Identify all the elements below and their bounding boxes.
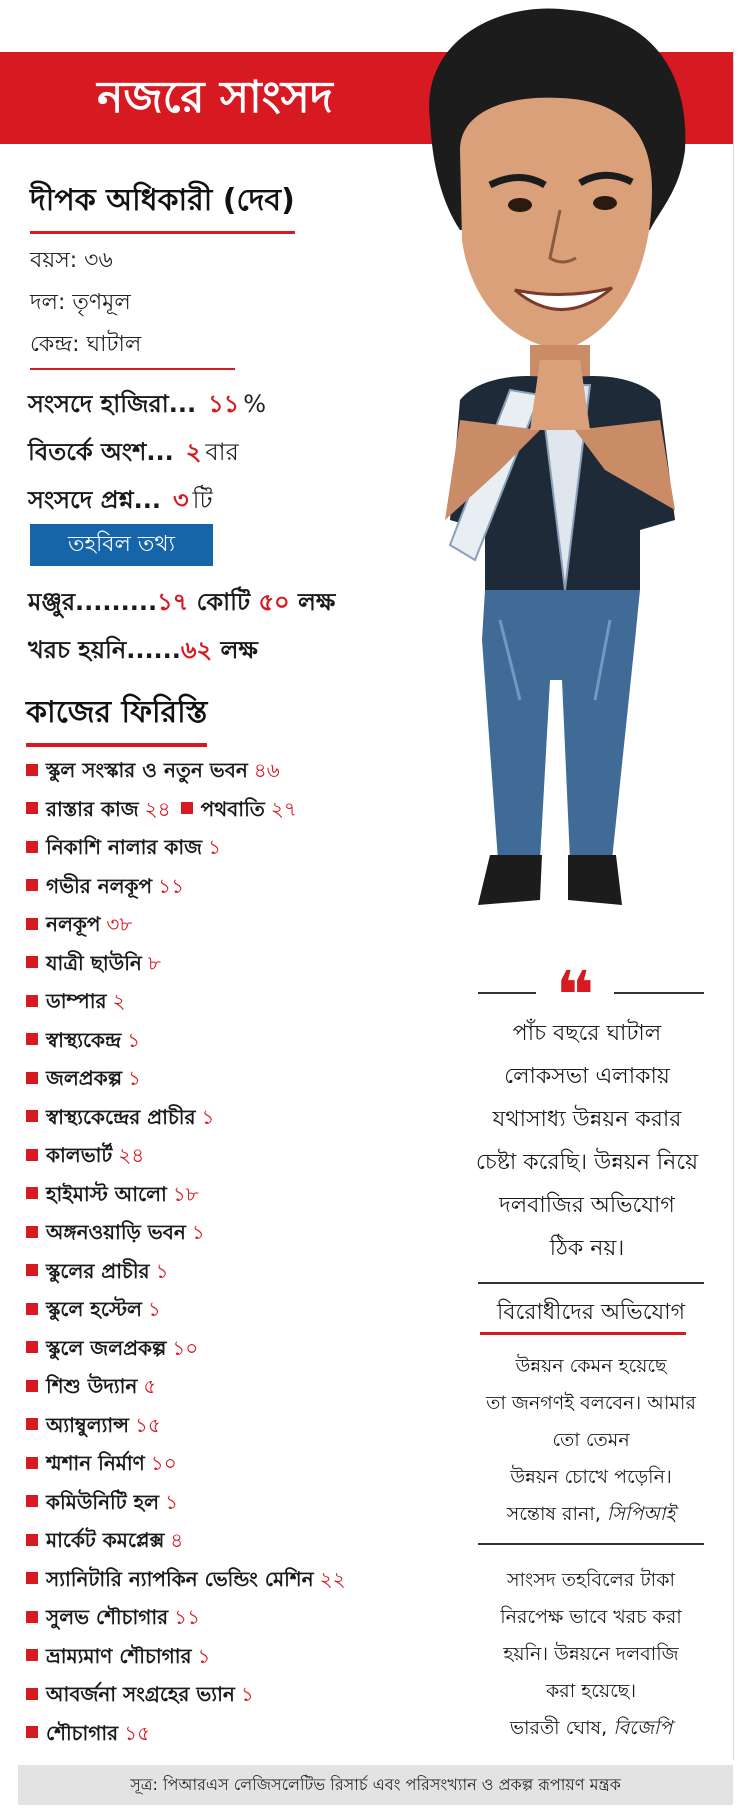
work-count: ৩৮ [106,912,133,936]
work-count: ৪ [170,1528,184,1552]
work-label: ডাম্পার [46,989,107,1013]
bullet-square-icon [26,1380,38,1392]
work-label: স্বাস্থ্যকেন্দ্রের প্রাচীর [46,1104,196,1129]
work-label: শিশু উদ্যান [46,1374,138,1398]
work-label: সুলভ শৌচাগার [46,1605,169,1629]
work-label: স্কুল সংস্কার ও নতুন ভবন [46,758,248,782]
work-item [26,1059,346,1098]
bullet-square-icon [26,802,38,814]
work-item [26,828,346,867]
work-count: ২৪ [144,796,171,821]
work-item [26,1098,346,1137]
stat-value: ১১ [208,390,240,418]
work-item [26,1444,346,1483]
comment-line: উন্নয়ন কেমন হয়েছে [515,1355,667,1377]
work-label: স্কুলে জলপ্রকল্প [46,1335,167,1360]
work-count: ১ [165,1489,179,1514]
fund-unspent-lakh: ৬২ [180,636,213,664]
bullet-square-icon [26,1726,38,1738]
work-label: ভ্রাম্যমাণ শৌচাগার [46,1643,192,1668]
work-count: ১ [155,1258,169,1283]
work-count: ২ [112,989,126,1013]
work-item [26,1367,346,1406]
bullet-square-icon [26,841,38,853]
bullet-square-icon [26,956,38,968]
bullet-square-icon [26,995,38,1007]
stat-label: বিতর্কে অংশ... [28,438,174,466]
work-count: ১ [201,1104,215,1129]
work-item [26,1213,346,1252]
mp-name: দীপক অধিকারী (দেব) [30,176,295,234]
work-item [26,1560,346,1599]
bullet-square-icon [26,1033,38,1045]
fund-unspent [28,626,335,674]
bullet-square-icon [26,1187,38,1199]
commenter-party: বিজেপি [613,1717,673,1739]
work-count: ১ [147,1297,161,1321]
work-count: ৪৬ [253,758,280,782]
comment-attribution [462,1710,720,1747]
work-label: শ্মশান নির্মাণ [46,1451,145,1475]
work-item [26,1175,346,1214]
quote-rule-left [478,992,536,994]
bullet-square-icon [26,1341,38,1353]
fund-sanctioned [28,578,335,626]
facts-divider [30,368,235,370]
work-label: গভীর নলকূপ [46,873,153,898]
commenter-name: ভারতী ঘোষ, [509,1717,608,1739]
work-label: স্বাস্থ্যকেন্দ্র [46,1027,122,1052]
banner-title: নজরে সাংসদ [97,72,333,123]
work-item [26,1329,346,1368]
work-item [26,1252,346,1291]
opposition-comment-1 [462,1348,720,1533]
comment-line: তা জনগণই বলবেন। আমার [486,1392,696,1414]
work-count: ১১ [158,873,185,898]
source-footer: সূত্র: পিআরএস লেজিসলেটিভ রিসার্চ এবং পরিসংখ্যান ও প্রকল্প রূপায়ণ মন্ত্রক [18,1765,733,1805]
work-count: ২৭ [270,796,297,821]
fund-lakh-unit: লক্ষ [297,588,336,616]
mp-quote [462,1012,712,1270]
fund-crore-unit: কোটি [196,588,251,616]
stat-attendance [28,380,266,428]
fact-constituency: কেন্দ্র: ঘাটাল [30,332,142,357]
work-item [26,1406,346,1445]
bullet-square-icon [26,1688,38,1700]
fund-unspent-unit: লক্ষ [220,636,258,664]
commenter-party: সিপিআই [606,1503,676,1525]
quote-line: ঠিক নয়। [549,1236,625,1261]
quote-line: পাঁচ বছরে ঘাটাল [512,1021,662,1046]
work-item [26,1598,346,1637]
work-label: পথবাতি [200,796,265,821]
work-count: ১৫ [134,1412,161,1437]
opposition-title-underline [480,1332,686,1335]
work-item [26,790,346,829]
work-count: ১১ [174,1605,201,1629]
work-count: ১ [127,1027,141,1052]
comment-line: করা হয়েছে। [545,1680,637,1702]
stat-value: ৩ [173,486,189,514]
quote-line: লোকসভা এলাকায় [504,1064,670,1089]
work-item [26,1290,346,1329]
work-count: ১ [128,1066,141,1090]
work-label: যাত্রী ছাউনি [46,950,142,975]
comment-line: তো তেমন [552,1429,630,1451]
fact-party: দল: তৃণমূল [30,290,131,315]
section-divider [478,1282,704,1284]
work-count: ১ [197,1643,211,1668]
work-label: মার্কেট কমপ্লেক্স [46,1528,165,1552]
fund-info [28,578,335,674]
work-label: স্যানিটারি ন্যাপকিন ভেন্ডিং মেশিন [46,1566,314,1591]
comment-line: উন্নয়ন চোখে পড়েনি। [510,1466,672,1488]
bullet-square-icon [26,1611,38,1623]
work-label: শৌচাগার [46,1720,119,1745]
work-item [26,1714,346,1753]
quote-line: চেষ্টা করেছি। উন্নয়ন নিয়ে [475,1150,699,1175]
mp-caricature-illustration [390,0,710,960]
parliament-stats [28,380,266,524]
work-label: স্কুলের প্রাচীর [46,1258,150,1283]
work-label: স্কুলে হস্টেল [46,1297,142,1321]
opposition-title: বিরোধীদের অভিযোগ [496,1300,686,1325]
work-item [26,1675,346,1714]
work-label: নিকাশি নালার কাজ [46,835,203,859]
work-label: নলকূপ [46,912,101,936]
bullet-square-icon [26,764,38,776]
work-count: ১০ [172,1335,199,1360]
quote-line: দলবাজির অভিযোগ [499,1193,675,1218]
bullet-square-icon [26,1457,38,1469]
stat-debates [28,428,266,476]
stat-unit: টি [192,486,213,514]
bullet-square-icon [26,1110,38,1122]
work-item [26,905,346,944]
work-item [26,1136,346,1175]
bullet-square-icon [26,879,38,891]
work-label: হাইমাস্ট আলো [46,1181,167,1206]
comment-line: হয়নি। উন্নয়নে দলবাজি [503,1643,679,1665]
bullet-square-icon [181,802,193,814]
page-right-rule [733,50,734,1760]
bullet-square-icon [26,1534,38,1546]
work-item [26,982,346,1021]
work-count: ১৮ [172,1181,199,1206]
quote-line: যথাসাধ্য উন্নয়ন করার [492,1107,682,1132]
work-label: অ্যাম্বুল্যান্স [46,1412,129,1437]
work-item [26,751,346,790]
work-count: ৫ [143,1374,157,1398]
bullet-square-icon [26,1649,38,1661]
stat-label: সংসদে প্রশ্ন... [28,486,162,514]
work-item [26,1483,346,1522]
comment-attribution [462,1496,720,1533]
stat-value: ২ [185,438,202,466]
fund-sanctioned-lakh: ৫০ [258,588,290,616]
work-item [26,867,346,906]
bullet-square-icon [26,1226,38,1238]
section-divider [478,1543,704,1545]
stat-questions [28,476,266,524]
work-count: ১ [191,1220,205,1244]
stat-label: সংসদে হাজিরা... [28,390,197,418]
work-count: ৮ [147,950,161,975]
commenter-name: সন্তোষ রানা, [506,1503,601,1525]
fact-age: বয়স: ৩৬ [30,248,113,273]
bullet-square-icon [26,1572,38,1584]
bullet-square-icon [26,918,38,930]
fund-info-tag: তহবিল তথ্য [30,524,213,566]
bullet-square-icon [26,1072,38,1084]
work-count: ১ [240,1682,254,1706]
work-label: কমিউনিটি হল [46,1489,160,1514]
comment-line: সাংসদ তহবিলের টাকা [506,1569,675,1591]
mp-facts [30,240,141,366]
bullet-square-icon [26,1149,38,1161]
bullet-square-icon [26,1418,38,1430]
work-item [26,1521,346,1560]
work-label: জলপ্রকল্প [46,1066,122,1090]
fund-sanctioned-label: মঞ্জুর......... [28,588,158,616]
work-count: ১০ [150,1451,177,1475]
work-label: কালভার্ট [46,1143,113,1167]
bullet-square-icon [26,1264,38,1276]
stat-unit: % [243,390,267,418]
fund-unspent-label: খরচ হয়নি...... [28,636,181,664]
stat-unit: বার [205,438,239,466]
quote-rule-right [614,992,704,994]
work-label: অঙ্গনওয়াড়ি ভবন [46,1220,186,1244]
works-list [26,751,346,1752]
quote-mark-icon: ❝ [555,957,595,1034]
works-title: কাজের ফিরিস্তি [26,688,207,747]
work-label: রাস্তার কাজ [46,796,139,821]
work-count: ২৪ [118,1143,145,1167]
work-count: ১ [208,835,222,859]
work-label: আবর্জনা সংগ্রহের ভ্যান [46,1682,235,1706]
work-count: ২২ [319,1566,346,1591]
work-item [26,1021,346,1060]
bullet-square-icon [26,1303,38,1315]
bullet-square-icon [26,1495,38,1507]
work-count: ১৫ [124,1720,151,1745]
work-item [26,944,346,983]
comment-line: নিরপেক্ষ ভাবে খরচ করা [500,1606,682,1628]
opposition-comment-2 [462,1562,720,1747]
work-item [26,1637,346,1676]
fund-sanctioned-crore: ১৭ [157,588,189,616]
